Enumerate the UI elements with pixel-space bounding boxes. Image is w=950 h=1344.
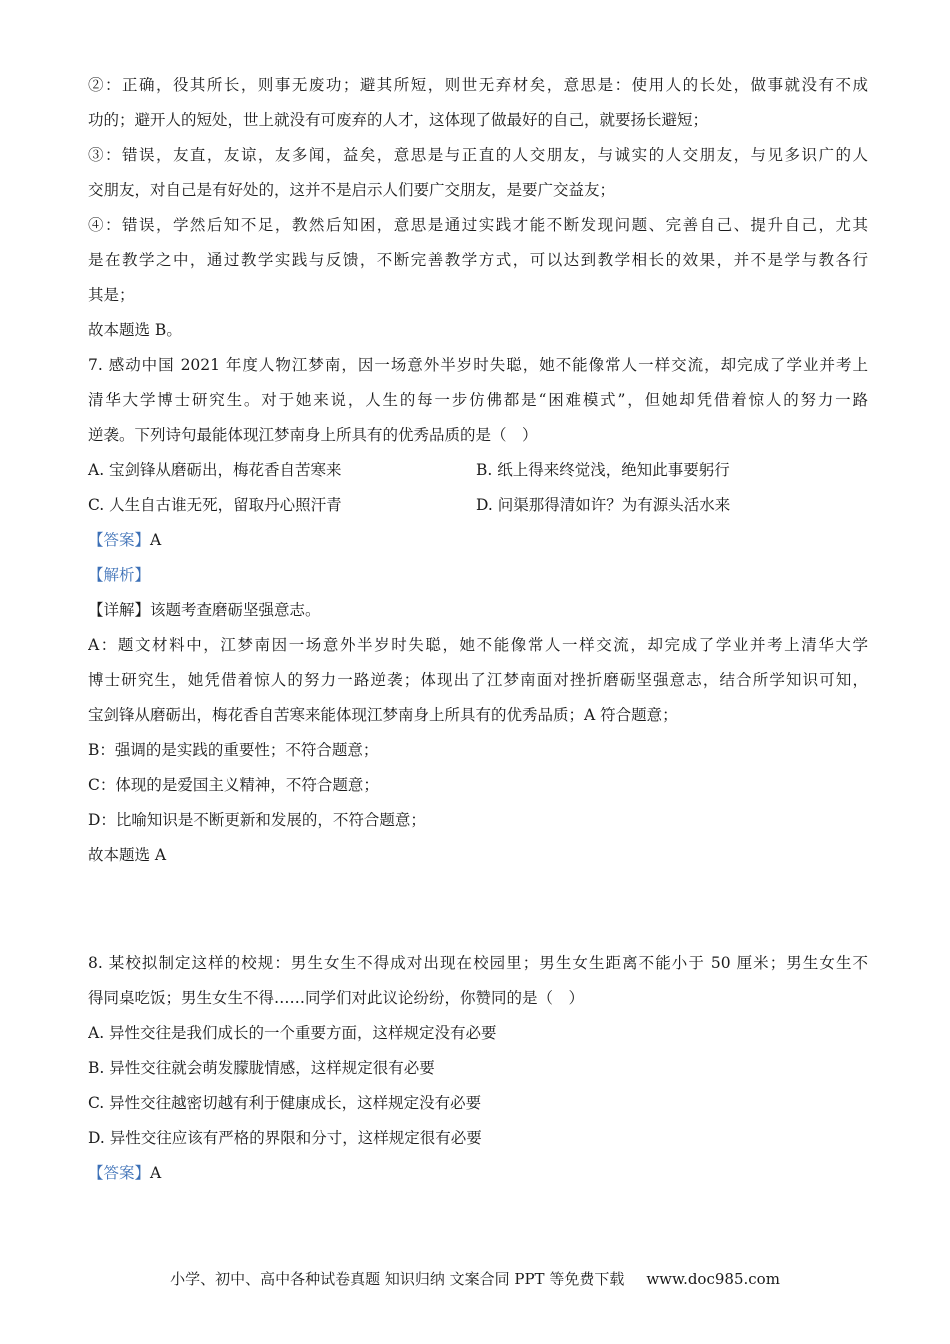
q7-conclusion: 故本题选 A (88, 846, 167, 864)
q7-option-d: D. 问渠那得清如许？为有源头活水来 (476, 496, 731, 514)
q8-stem-line: 8. 某校拟制定这样的校规：男生女生不得成对出现在校园里；男生女生距离不能小于 50 厘米；男生女生不 (88, 954, 868, 972)
prev-explanation-line: 其是； (88, 286, 135, 304)
prev-explanation-line: 功的；避开人的短处，世上就没有可废弃的人才，这体现了做最好的自己，就要扬长避短； (88, 111, 709, 129)
prev-explanation-line: ③：错误，友直，友谅，友多闻，益矣，意思是与正直的人交朋友，与诚实的人交朋友，与见多识广的人 (88, 146, 868, 164)
prev-explanation-line: ②：正确，役其所长，则事无废功；避其所短，则世无弃材矣，意思是：使用人的长处，做事就没有不成 (88, 76, 868, 94)
document-page (88, 68, 868, 1191)
q7-explanation-line: C：体现的是爱国主义精神，不符合题意； (88, 776, 379, 794)
detail-tag: 【详解】 (88, 601, 151, 619)
q7-analysis (88, 558, 868, 593)
q8-option-a: A. 异性交往是我们成长的一个重要方面，这样规定没有必要 (88, 1024, 497, 1042)
q7-detail (88, 593, 868, 628)
q7-option-b: B. 纸上得来终觉浅，绝知此事要躬行 (476, 461, 730, 479)
q7-explanation-line: 宝剑锋从磨砺出，梅花香自苦寒来能体现江梦南身上所具有的优秀品质；A 符合题意； (88, 706, 678, 724)
answer-tag: 【答案】 (88, 531, 151, 549)
q7-options-row (88, 488, 868, 523)
prev-explanation-line: 交朋友，对自己是有好处的，这并不是启示人们要广交朋友，是要广交益友； (88, 181, 616, 199)
q7-stem-line: 逆袭。下列诗句最能体现江梦南身上所具有的优秀品质的是（ ） (88, 426, 538, 444)
footer-text: 小学、初中、高中各种试卷真题 知识归纳 文案合同 PPT 等免费下载 (170, 1270, 625, 1288)
q7-stem-line: 7. 感动中国 2021 年度人物江梦南，因一场意外半岁时失聪，她不能像常人一样交流，却完成了学业并考上 (88, 356, 868, 374)
answer-value: A (150, 531, 162, 549)
q7-stem-line: 清华大学博士研究生。对于她来说，人生的每一步仿佛都是“困难模式”，但她却凭借着惊人的努力一路 (88, 391, 868, 409)
q7-explanation-line: 博士研究生，她凭借着惊人的努力一路逆袭；体现出了江梦南面对挫折磨砺坚强意志，结合所学知识可知， (88, 671, 868, 689)
answer-tag: 【答案】 (88, 1164, 151, 1182)
q7-explanation-line: B：强调的是实践的重要性；不符合题意； (88, 741, 379, 759)
q7-explanation-line: D：比喻知识是不断更新和发展的，不符合题意； (88, 811, 426, 829)
page-footer (0, 1268, 950, 1289)
q7-option-a: A. 宝剑锋从磨砺出，梅花香自苦寒来 (88, 461, 342, 479)
prev-conclusion: 故本题选 B。 (88, 321, 182, 339)
prev-explanation-line: 是在教学之中，通过教学实践与反馈，不断完善教学方式，可以达到教学相长的效果，并不是学与教各行 (88, 251, 868, 269)
footer-url: www.doc985.com (646, 1270, 780, 1288)
spacer (88, 873, 868, 946)
q7-options-row (88, 453, 868, 488)
analysis-tag: 【解析】 (88, 566, 151, 584)
q8-answer (88, 1156, 868, 1191)
q8-option-b: B. 异性交往就会萌发朦胧情感，这样规定很有必要 (88, 1059, 435, 1077)
prev-explanation-line: ④：错误，学然后知不足，教然后知困，意思是通过实践才能不断发现问题、完善自己、提升自己，尤其 (88, 216, 868, 234)
answer-value: A (150, 1164, 162, 1182)
q7-answer (88, 523, 868, 558)
q8-option-c: C. 异性交往越密切越有利于健康成长，这样规定没有必要 (88, 1094, 482, 1112)
q7-explanation-line: A：题文材料中，江梦南因一场意外半岁时失聪，她不能像常人一样交流，却完成了学业并考上清华大学 (88, 636, 868, 654)
detail-text: 该题考查磨砺坚强意志。 (150, 601, 321, 619)
q7-option-c: C. 人生自古谁无死，留取丹心照汗青 (88, 496, 342, 514)
q8-stem-line: 得同桌吃饭；男生女生不得……同学们对此议论纷纷，你赞同的是（ ） (88, 989, 585, 1007)
q8-option-d: D. 异性交往应该有严格的界限和分寸，这样规定很有必要 (88, 1129, 482, 1147)
